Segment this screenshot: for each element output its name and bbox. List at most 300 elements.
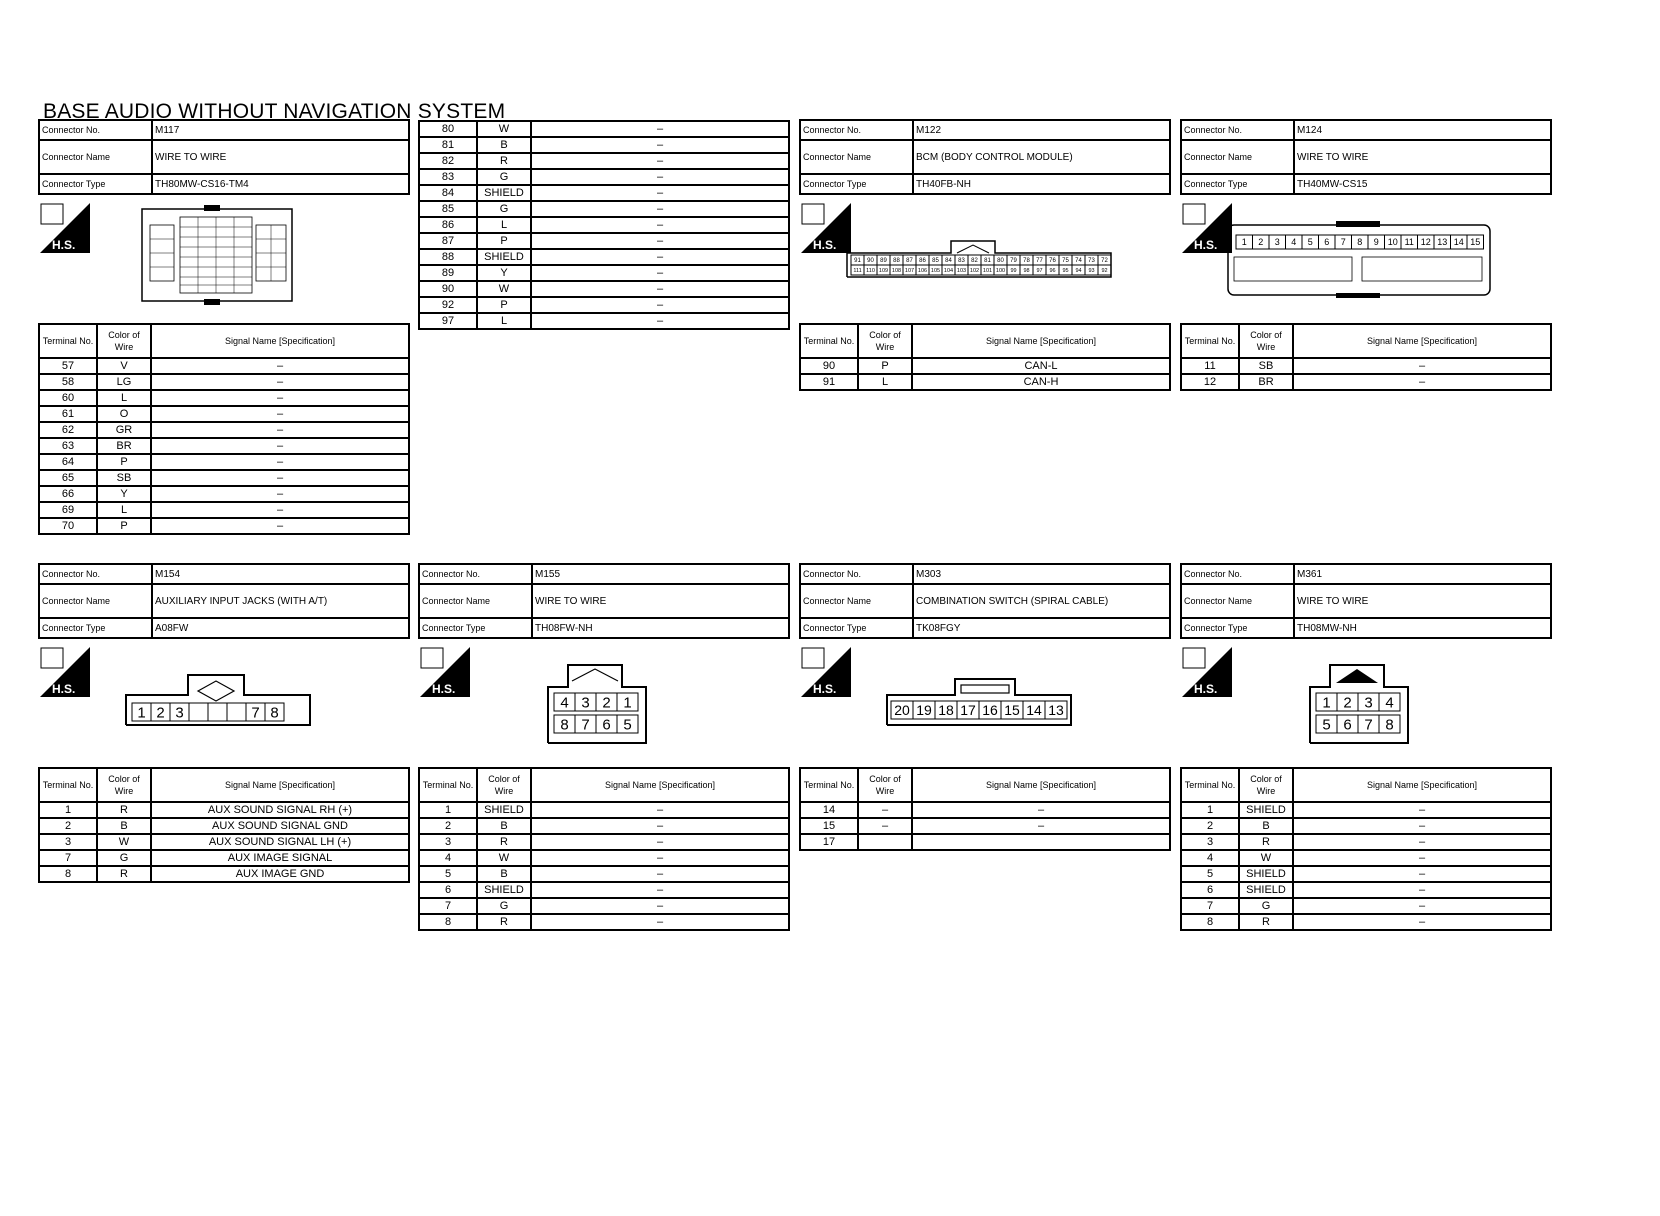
wire-color-cell: R xyxy=(477,834,531,850)
connector-type-value: TH08FW-NH xyxy=(532,618,789,638)
pin-label: 2 xyxy=(1258,237,1264,248)
table-row xyxy=(419,882,789,898)
pin-label: 99 xyxy=(1010,267,1017,274)
pin-label: 8 xyxy=(270,704,279,722)
signal-name-cell: – xyxy=(531,834,789,850)
terminal-no-cell: 69 xyxy=(39,502,97,518)
wire-color-cell: G xyxy=(97,850,151,866)
terminal-no-cell: 8 xyxy=(1181,914,1239,930)
terminal-no-cell: 90 xyxy=(800,358,858,374)
table-row xyxy=(800,358,1170,374)
signal-name-cell: – xyxy=(531,121,789,137)
wire-color-cell: SHIELD xyxy=(1239,802,1293,818)
terminal-no-cell: 5 xyxy=(1181,866,1239,882)
table-row xyxy=(39,802,409,818)
connector-m124 xyxy=(1180,119,1552,391)
pin-label: 4 xyxy=(1385,694,1394,712)
connector-diagram xyxy=(38,195,410,323)
pin-label: 6 xyxy=(602,716,611,734)
signal-name-cell: – xyxy=(151,518,409,534)
connector-no-value: M124 xyxy=(1294,120,1551,140)
connector-no-value: M361 xyxy=(1294,564,1551,584)
connector-name-value: COMBINATION SWITCH (SPIRAL CABLE) xyxy=(913,584,1170,618)
connector-no-label: Connector No. xyxy=(1181,564,1294,584)
signal-name-cell: AUX SOUND SIGNAL LH (+) xyxy=(151,834,409,850)
terminal-no-cell: 91 xyxy=(800,374,858,390)
signal-name-cell: CAN-L xyxy=(912,358,1170,374)
connector-no-label: Connector No. xyxy=(1181,120,1294,140)
wire-color-cell: P xyxy=(477,233,531,249)
pin-label: 93 xyxy=(1088,267,1095,274)
pin-label: 97 xyxy=(1036,267,1043,274)
signal-name-cell: – xyxy=(531,818,789,834)
connector-name-label: Connector Name xyxy=(39,140,152,174)
terminal-table xyxy=(38,323,410,535)
m155-connector-face xyxy=(418,639,790,767)
terminal-no-cell: 7 xyxy=(419,898,477,914)
table-row xyxy=(39,358,409,374)
terminal-no-cell: 83 xyxy=(419,169,477,185)
table-row xyxy=(419,137,789,153)
pin-label: 73 xyxy=(1088,258,1095,265)
table-row xyxy=(39,390,409,406)
wire-color-cell: P xyxy=(97,518,151,534)
hs-label: H.S. xyxy=(1194,682,1218,696)
pin-label: 82 xyxy=(971,258,978,265)
pin-label: 83 xyxy=(958,258,965,265)
connector-diagram xyxy=(1180,195,1552,323)
wire-color-cell: Y xyxy=(97,486,151,502)
terminal-no-header: Terminal No. xyxy=(39,324,97,358)
pin-label: 5 xyxy=(1307,237,1313,248)
signal-name-header: Signal Name [Specification] xyxy=(912,768,1170,802)
table-row xyxy=(800,818,1170,834)
signal-name-cell: – xyxy=(531,898,789,914)
wire-color-cell: SB xyxy=(97,470,151,486)
signal-name-cell: – xyxy=(531,313,789,329)
terminal-no-cell: 61 xyxy=(39,406,97,422)
pin-label: 106 xyxy=(917,267,928,274)
terminal-no-cell: 8 xyxy=(419,914,477,930)
signal-name-cell: – xyxy=(531,169,789,185)
signal-name-cell: – xyxy=(531,914,789,930)
pin-label: 110 xyxy=(866,267,875,274)
terminal-no-cell: 2 xyxy=(419,818,477,834)
color-of-wire-header: Color of Wire xyxy=(858,768,912,802)
pin-label: 1 xyxy=(1241,237,1247,248)
pin-cell xyxy=(227,703,246,721)
table-row xyxy=(419,121,789,137)
pin-cell xyxy=(208,703,227,721)
terminal-no-cell: 90 xyxy=(419,281,477,297)
wire-color-cell: B xyxy=(97,818,151,834)
terminal-no-cell: 85 xyxy=(419,201,477,217)
wire-color-cell: R xyxy=(1239,834,1293,850)
connector-no-value: M117 xyxy=(152,120,409,140)
terminal-no-cell: 80 xyxy=(419,121,477,137)
table-row xyxy=(1181,834,1551,850)
wire-color-cell: BR xyxy=(97,438,151,454)
signal-name-cell: – xyxy=(531,882,789,898)
terminal-no-cell: 89 xyxy=(419,265,477,281)
table-row xyxy=(39,518,409,534)
pin-label: 15 xyxy=(1470,237,1481,248)
color-of-wire-header: Color of Wire xyxy=(97,324,151,358)
pin-label: 17 xyxy=(960,702,976,719)
signal-name-cell: CAN-H xyxy=(912,374,1170,390)
pin-label: 92 xyxy=(1101,267,1108,274)
pin-label: 8 xyxy=(560,716,569,734)
pin-label: 2 xyxy=(602,694,611,712)
wire-color-cell: SHIELD xyxy=(477,802,531,818)
table-row xyxy=(39,422,409,438)
pin-label: 1 xyxy=(137,704,146,722)
pin-label: 101 xyxy=(982,267,993,274)
table-row xyxy=(419,802,789,818)
wire-color-cell: G xyxy=(477,169,531,185)
table-row xyxy=(39,406,409,422)
table-row xyxy=(419,249,789,265)
pin-label: 11 xyxy=(1404,237,1414,248)
color-of-wire-header: Color of Wire xyxy=(97,768,151,802)
wire-color-cell: SHIELD xyxy=(477,185,531,201)
terminal-no-cell: 15 xyxy=(800,818,858,834)
wire-color-cell: LG xyxy=(97,374,151,390)
connector-diagram xyxy=(1180,639,1552,767)
pin-label: 19 xyxy=(916,702,932,719)
pin-label: 96 xyxy=(1049,267,1056,274)
table-row xyxy=(1181,898,1551,914)
table-row xyxy=(39,502,409,518)
wire-color-cell: W xyxy=(97,834,151,850)
wire-color-cell: L xyxy=(97,390,151,406)
pin-label: 100 xyxy=(995,267,1006,274)
connector-header xyxy=(1180,563,1552,639)
pin-label: 18 xyxy=(938,702,954,719)
terminal-no-cell: 62 xyxy=(39,422,97,438)
terminal-no-cell: 92 xyxy=(419,297,477,313)
connector-type-value: TH80MW-CS16-TM4 xyxy=(152,174,409,194)
pin-label: 3 xyxy=(581,694,590,712)
connector-header xyxy=(799,119,1171,195)
connector-m154 xyxy=(38,563,410,883)
signal-name-cell: – xyxy=(531,185,789,201)
connector-header xyxy=(799,563,1171,639)
signal-name-cell: AUX IMAGE SIGNAL xyxy=(151,850,409,866)
terminal-no-cell: 12 xyxy=(1181,374,1239,390)
color-of-wire-header: Color of Wire xyxy=(1239,768,1293,802)
color-of-wire-header: Color of Wire xyxy=(1239,324,1293,358)
wire-color-cell: G xyxy=(477,898,531,914)
signal-name-cell: – xyxy=(1293,882,1551,898)
signal-name-cell: AUX SOUND SIGNAL GND xyxy=(151,818,409,834)
wire-color-cell: B xyxy=(477,866,531,882)
signal-name-cell xyxy=(912,834,1170,850)
connector-name-value: AUXILIARY INPUT JACKS (WITH A/T) xyxy=(152,584,409,618)
connector-header xyxy=(418,563,790,639)
signal-name-cell: – xyxy=(531,281,789,297)
terminal-no-cell: 63 xyxy=(39,438,97,454)
connector-type-label: Connector Type xyxy=(39,618,152,638)
terminal-no-cell: 57 xyxy=(39,358,97,374)
connector-type-label: Connector Type xyxy=(800,618,913,638)
terminal-no-cell: 1 xyxy=(1181,802,1239,818)
signal-name-cell: – xyxy=(531,201,789,217)
wire-color-cell: – xyxy=(858,802,912,818)
pin-label: 94 xyxy=(1075,267,1082,274)
wire-color-cell: G xyxy=(1239,898,1293,914)
terminal-no-cell: 70 xyxy=(39,518,97,534)
terminal-no-cell: 97 xyxy=(419,313,477,329)
hs-label: H.S. xyxy=(52,682,76,696)
table-row xyxy=(1181,802,1551,818)
terminal-no-cell: 6 xyxy=(419,882,477,898)
terminal-no-header: Terminal No. xyxy=(1181,768,1239,802)
pin-label: 16 xyxy=(982,702,998,719)
signal-name-header: Signal Name [Specification] xyxy=(912,324,1170,358)
table-row xyxy=(419,153,789,169)
terminal-no-cell: 65 xyxy=(39,470,97,486)
pin-label: 90 xyxy=(867,258,874,265)
table-row xyxy=(39,866,409,882)
pin-label: 5 xyxy=(1322,716,1331,734)
pin-label: 7 xyxy=(1340,237,1346,248)
wire-color-cell: G xyxy=(477,201,531,217)
terminal-no-cell: 86 xyxy=(419,217,477,233)
signal-name-cell: – xyxy=(531,233,789,249)
hs-label: H.S. xyxy=(52,238,76,252)
connector-diagram xyxy=(799,195,1171,323)
connector-name-label: Connector Name xyxy=(419,584,532,618)
m361-connector-face xyxy=(1180,639,1552,767)
wire-color-cell: BR xyxy=(1239,374,1293,390)
pin-label: 3 xyxy=(1274,237,1280,248)
connector-diagram xyxy=(799,639,1171,767)
terminal-table xyxy=(799,767,1171,851)
pin-label: 75 xyxy=(1062,258,1069,265)
m124-connector-face xyxy=(1180,195,1552,323)
table-row xyxy=(800,802,1170,818)
table-row xyxy=(1181,882,1551,898)
pin-label: 3 xyxy=(175,704,184,722)
signal-name-cell: – xyxy=(1293,374,1551,390)
connector-no-label: Connector No. xyxy=(800,120,913,140)
signal-name-cell: AUX IMAGE GND xyxy=(151,866,409,882)
pin-label: 102 xyxy=(969,267,980,274)
connector-type-label: Connector Type xyxy=(419,618,532,638)
table-row xyxy=(419,169,789,185)
connector-no-label: Connector No. xyxy=(419,564,532,584)
pin-label: 10 xyxy=(1387,237,1398,248)
connector-name-value: WIRE TO WIRE xyxy=(152,140,409,174)
pin-label: 84 xyxy=(945,258,952,265)
signal-name-cell: – xyxy=(151,438,409,454)
pin-label: 20 xyxy=(894,702,910,719)
terminal-no-cell: 81 xyxy=(419,137,477,153)
connector-type-label: Connector Type xyxy=(39,174,152,194)
connector-m122 xyxy=(799,119,1171,391)
connector-m361 xyxy=(1180,563,1552,931)
page-title: BASE AUDIO WITHOUT NAVIGATION SYSTEM xyxy=(43,100,506,123)
wire-color-cell: R xyxy=(1239,914,1293,930)
wire-color-cell: W xyxy=(477,121,531,137)
pin-label: 104 xyxy=(943,267,954,274)
pin-label: 81 xyxy=(984,258,991,265)
connector-header xyxy=(1180,119,1552,195)
signal-name-cell: AUX SOUND SIGNAL RH (+) xyxy=(151,802,409,818)
terminal-no-cell: 88 xyxy=(419,249,477,265)
terminal-no-cell: 1 xyxy=(419,802,477,818)
pin-label: 108 xyxy=(891,267,902,274)
wire-color-cell: O xyxy=(97,406,151,422)
terminal-table xyxy=(38,767,410,883)
connector-type-value: TH40MW-CS15 xyxy=(1294,174,1551,194)
connector-no-value: M303 xyxy=(913,564,1170,584)
connector-type-label: Connector Type xyxy=(1181,618,1294,638)
table-row xyxy=(39,850,409,866)
wire-color-cell: SHIELD xyxy=(477,249,531,265)
pin-label: 14 xyxy=(1026,702,1042,719)
pin-label: 85 xyxy=(932,258,939,265)
signal-name-header: Signal Name [Specification] xyxy=(151,768,409,802)
table-row xyxy=(39,486,409,502)
pin-label: 105 xyxy=(930,267,941,274)
wire-color-cell: L xyxy=(97,502,151,518)
connector-no-value: M155 xyxy=(532,564,789,584)
signal-name-header: Signal Name [Specification] xyxy=(151,324,409,358)
connector-diagram xyxy=(38,639,410,767)
terminal-no-cell: 66 xyxy=(39,486,97,502)
terminal-no-cell: 4 xyxy=(419,850,477,866)
terminal-no-cell: 4 xyxy=(1181,850,1239,866)
pin-label: 4 xyxy=(560,694,569,712)
signal-name-cell: – xyxy=(531,153,789,169)
connector-no-label: Connector No. xyxy=(39,120,152,140)
terminal-no-cell: 6 xyxy=(1181,882,1239,898)
connector-name-value: WIRE TO WIRE xyxy=(1294,584,1551,618)
pin-label: 7 xyxy=(581,716,590,734)
table-row xyxy=(800,374,1170,390)
signal-name-cell: – xyxy=(1293,818,1551,834)
pin-label: 74 xyxy=(1075,258,1082,265)
terminal-no-header: Terminal No. xyxy=(39,768,97,802)
m117-connector-face xyxy=(38,195,410,323)
table-row xyxy=(39,454,409,470)
table-row xyxy=(419,914,789,930)
terminal-no-cell: 5 xyxy=(419,866,477,882)
wire-color-cell: L xyxy=(858,374,912,390)
table-row xyxy=(39,374,409,390)
signal-name-cell: – xyxy=(531,297,789,313)
pin-label: 2 xyxy=(1343,694,1352,712)
connector-name-label: Connector Name xyxy=(39,584,152,618)
table-row xyxy=(419,313,789,329)
signal-name-cell: – xyxy=(151,486,409,502)
table-row xyxy=(1181,374,1551,390)
table-row xyxy=(419,297,789,313)
connector-header xyxy=(38,563,410,639)
signal-name-cell: – xyxy=(151,358,409,374)
wire-color-cell: W xyxy=(477,281,531,297)
wire-color-cell: R xyxy=(477,153,531,169)
signal-name-cell: – xyxy=(151,454,409,470)
wire-color-cell: B xyxy=(477,818,531,834)
hs-label: H.S. xyxy=(813,682,837,696)
wire-color-cell: SHIELD xyxy=(1239,866,1293,882)
pin-label: 5 xyxy=(623,716,632,734)
signal-name-cell: – xyxy=(151,406,409,422)
table-row xyxy=(419,217,789,233)
wire-color-cell: B xyxy=(477,137,531,153)
connector-name-label: Connector Name xyxy=(1181,584,1294,618)
pin-label: 87 xyxy=(906,258,913,265)
signal-name-cell: – xyxy=(151,502,409,518)
signal-name-header: Signal Name [Specification] xyxy=(531,768,789,802)
wire-color-cell: V xyxy=(97,358,151,374)
terminal-no-cell: 3 xyxy=(419,834,477,850)
terminal-no-cell: 87 xyxy=(419,233,477,249)
table-row xyxy=(1181,866,1551,882)
pin-label: 3 xyxy=(1364,694,1373,712)
pin-label: 15 xyxy=(1004,702,1020,719)
connector-no-label: Connector No. xyxy=(800,564,913,584)
connector-header xyxy=(38,119,410,195)
terminal-table xyxy=(418,120,790,330)
wire-color-cell: W xyxy=(477,850,531,866)
connector-m117-continued xyxy=(418,120,790,330)
pin-label: 14 xyxy=(1453,237,1464,248)
signal-name-cell: – xyxy=(1293,898,1551,914)
signal-name-cell: – xyxy=(912,818,1170,834)
wire-color-cell: W xyxy=(1239,850,1293,866)
terminal-no-cell: 64 xyxy=(39,454,97,470)
connector-name-label: Connector Name xyxy=(800,584,913,618)
terminal-no-header: Terminal No. xyxy=(1181,324,1239,358)
pin-label: 12 xyxy=(1420,237,1431,248)
terminal-no-cell: 3 xyxy=(39,834,97,850)
wire-color-cell: P xyxy=(858,358,912,374)
table-row xyxy=(419,850,789,866)
pin-label: 95 xyxy=(1062,267,1069,274)
pin-label: 78 xyxy=(1023,258,1030,265)
pin-label: 91 xyxy=(854,258,861,265)
pin-label: 88 xyxy=(893,258,900,265)
terminal-no-cell: 84 xyxy=(419,185,477,201)
pin-label: 7 xyxy=(251,704,260,722)
pin-label: 4 xyxy=(1291,237,1297,248)
pin-label: 1 xyxy=(623,694,632,712)
pin-label: 80 xyxy=(997,258,1004,265)
pin-label: 7 xyxy=(1364,716,1373,734)
table-row xyxy=(419,233,789,249)
terminal-no-cell: 1 xyxy=(39,802,97,818)
wire-color-cell: R xyxy=(97,802,151,818)
signal-name-cell: – xyxy=(531,249,789,265)
terminal-table xyxy=(418,767,790,931)
m122-connector-face xyxy=(799,195,1171,323)
connector-name-value: WIRE TO WIRE xyxy=(1294,140,1551,174)
pin-label: 2 xyxy=(156,704,165,722)
wire-color-cell: – xyxy=(858,818,912,834)
connector-m303 xyxy=(799,563,1171,851)
pin-label: 79 xyxy=(1010,258,1017,265)
signal-name-cell: – xyxy=(151,390,409,406)
m154-connector-face xyxy=(38,639,410,767)
table-row xyxy=(39,818,409,834)
pin-label: 86 xyxy=(919,258,926,265)
connector-diagram xyxy=(418,639,790,767)
connector-type-value: TH08MW-NH xyxy=(1294,618,1551,638)
